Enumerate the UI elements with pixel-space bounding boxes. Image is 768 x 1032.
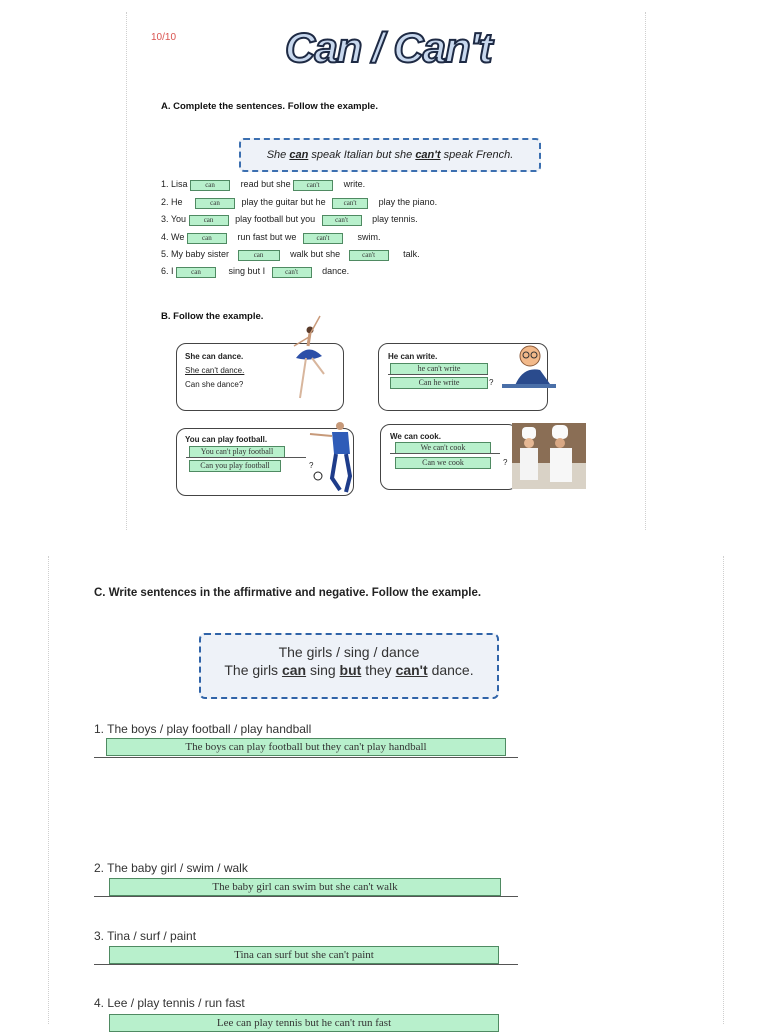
bubble-write-negative-field[interactable]: he can't write xyxy=(390,363,488,375)
answer-field[interactable]: can't xyxy=(293,180,333,191)
answer-field[interactable]: can xyxy=(238,250,280,261)
section-c-item-4-answer[interactable]: Lee can play tennis but he can't run fast xyxy=(109,1014,499,1032)
bubble-write-question-field[interactable]: Can he write xyxy=(390,377,488,389)
section-c-heading: C. Write sentences in the affirmative and negative. Follow the example. xyxy=(94,587,482,599)
answer-line xyxy=(186,457,306,458)
section-c-item-1-prompt: 1. The boys / play football / play handball xyxy=(94,722,312,736)
question-mark: ? xyxy=(309,461,314,470)
answer-field[interactable]: can't xyxy=(349,250,389,261)
bubble-dance-title: She can dance. xyxy=(185,352,244,361)
section-c-item-2-prompt: 2. The baby girl / swim / walk xyxy=(94,861,248,875)
answer-line xyxy=(388,374,488,375)
bubble-dance-question: Can she dance? xyxy=(185,380,244,389)
example-answer: The girls can sing but they can't dance. xyxy=(224,662,474,678)
answer-line xyxy=(94,757,518,758)
section-a-item-1: 1. Lisa can read but she can't write. xyxy=(161,179,366,189)
chefs-image xyxy=(512,423,586,489)
section-c-item-4-prompt: 4. Lee / play tennis / run fast xyxy=(94,996,245,1010)
section-c-example-box xyxy=(199,633,499,699)
question-mark: ? xyxy=(503,458,508,467)
section-c-item-3-answer[interactable]: Tina can surf but she can't paint xyxy=(109,946,499,964)
bubble-football-question-field[interactable]: Can you play football xyxy=(189,460,281,472)
answer-field[interactable]: can't xyxy=(332,198,368,209)
bubble-football-title: You can play football. xyxy=(185,435,268,444)
section-c-item-2-answer[interactable]: The baby girl can swim but she can't walk xyxy=(109,878,501,896)
section-a-item-6: 6. I can sing but I can't dance. xyxy=(161,266,350,276)
ballerina-image xyxy=(282,312,332,402)
writer-image xyxy=(500,344,558,392)
answer-line xyxy=(94,964,518,965)
question-mark: ? xyxy=(489,378,494,387)
bubble-cook-negative-field[interactable]: We can't cook xyxy=(395,442,491,454)
bubble-write-title: He can write. xyxy=(388,352,438,361)
answer-field[interactable]: can xyxy=(190,180,230,191)
answer-field[interactable]: can xyxy=(187,233,227,244)
bubble-cook-title: We can cook. xyxy=(390,432,441,441)
example-prompt: The girls / sing / dance xyxy=(278,644,420,660)
football-player-image xyxy=(306,418,362,498)
bubble-football-negative-field[interactable]: You can't play football xyxy=(189,446,285,458)
score-label: 10/10 xyxy=(151,32,177,43)
answer-line xyxy=(390,453,500,454)
answer-field[interactable]: can xyxy=(195,198,235,209)
section-a-item-3: 3. You can play football but you can't play tennis. xyxy=(161,214,418,224)
section-a-item-2: 2. He can play the guitar but he can't play the piano. xyxy=(161,197,438,207)
example-text: She can speak Italian but she can't speak French. xyxy=(266,149,514,161)
answer-field[interactable]: can xyxy=(189,215,229,226)
section-c-item-3-prompt: 3. Tina / surf / paint xyxy=(94,929,197,943)
answer-field[interactable]: can xyxy=(176,267,216,278)
bubble-cook-question-field[interactable]: Can we cook xyxy=(395,457,491,469)
bubble-dance-negative: She can't dance. xyxy=(185,366,245,375)
section-c-item-1-answer[interactable]: The boys can play football but they can't play handball xyxy=(106,738,506,756)
section-a-item-5: 5. My baby sister can walk but she can't talk. xyxy=(161,249,420,259)
answer-field[interactable]: can't xyxy=(303,233,343,244)
answer-field[interactable]: can't xyxy=(272,267,312,278)
section-b-heading: B. Follow the example. xyxy=(161,311,264,322)
page-title: Can / Can't xyxy=(285,24,492,71)
section-a-example-box xyxy=(239,138,541,172)
answer-line xyxy=(94,896,518,897)
section-a-heading: A. Complete the sentences. Follow the example. xyxy=(161,101,378,112)
section-a-item-4: 4. We can run fast but we can't swim. xyxy=(161,232,381,242)
answer-field[interactable]: can't xyxy=(322,215,362,226)
